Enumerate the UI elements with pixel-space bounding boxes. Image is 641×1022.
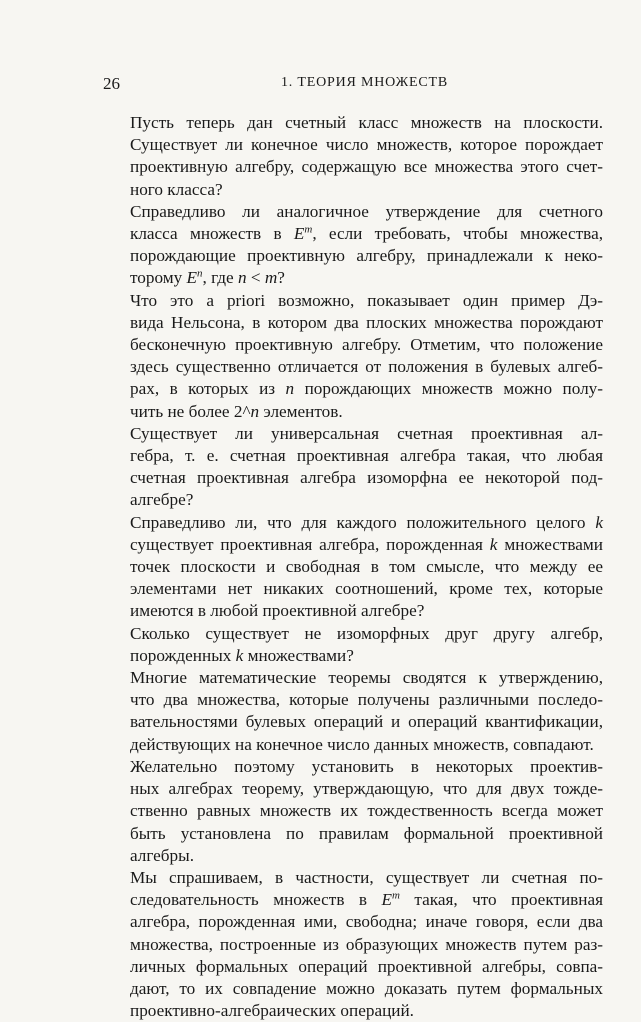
text-line: здесь существенно отличается от положения в булевых алгеб- <box>130 357 603 377</box>
text-line: имеются в любой проективной алгебре? <box>130 601 425 621</box>
text-line: дают, то их совпадение можно доказать путем формальных <box>130 978 603 998</box>
paragraph <box>103 290 603 423</box>
text-line: вательностями булевых операций и операций квантификации, <box>130 712 603 732</box>
text-line: чить не более 2^n элементов. <box>130 401 343 421</box>
text-line: класса множеств в $E^m$, если требовать, чтобы множества, <box>130 223 603 244</box>
text-line: что два множества, которые получены различными последо- <box>130 690 603 710</box>
text-line: Что это a priori возможно, показывает один пример Дэ- <box>130 290 603 310</box>
paragraph <box>103 867 603 1022</box>
text-line: быть установлена по правилам формальной проективной <box>130 823 603 843</box>
paragraph <box>103 423 603 512</box>
text-line: порождающие проективную алгебру, принадлежали к неко- <box>130 246 603 266</box>
paragraph <box>103 667 603 756</box>
text-line: алгебре? <box>130 490 194 510</box>
text-line: рах, в которых из n порождающих множеств можно полу- <box>130 379 603 399</box>
text-line: Пусть теперь дан счетный класс множеств на плоскости. <box>130 113 603 132</box>
text-line: Мы спрашиваем, в частности, существует ли счетная по- <box>130 867 603 887</box>
page-number: 26 <box>103 74 120 93</box>
text-line: алгебры. <box>130 845 194 865</box>
text-line: следовательность множеств в $E^m$ такая, что проективная <box>130 889 603 910</box>
text-line: проективно-алгебраических операций. <box>130 1001 414 1021</box>
paragraph <box>103 512 603 623</box>
text-line: существует проективная алгебра, порожденная k множествами <box>130 534 603 554</box>
text-line: ных алгебрах теорему, утверждающую, что для двух тожде- <box>130 779 603 799</box>
text-line: алгебра, порожденная ими, свободна; иначе говоря, если два <box>130 912 603 932</box>
text-line: счетная проективная алгебра изоморфна ее некоторой под- <box>130 468 603 488</box>
text-line: точек плоскости и свободная в том смысле, что между ее <box>130 557 603 577</box>
body-text <box>103 112 603 1022</box>
page-header <box>103 74 603 96</box>
text-line: проективную алгебру, содержащую все множества этого счет- <box>130 157 603 177</box>
paragraph <box>103 756 603 867</box>
text-line: множества, построенные из образующих множеств путем раз- <box>130 934 603 954</box>
text-line: Существует ли универсальная счетная проективная ал- <box>130 423 603 443</box>
text-line: ственно равных множеств их тождественность всегда может <box>130 801 603 821</box>
text-line: Многие математические теоремы сводятся к утверждению, <box>130 668 603 688</box>
text-line: личных формальных операций проективной алгебры, совпа- <box>130 956 603 976</box>
text-line: Справедливо ли аналогичное утверждение для счетного <box>130 201 603 221</box>
text-line: Сколько существует не изоморфных друг другу алгебр, <box>130 623 603 643</box>
text-line: бесконечную проективную алгебру. Отметим, что положение <box>130 335 603 355</box>
text-line: Справедливо ли, что для каждого положительного целого k <box>130 512 603 532</box>
text-line: Существует ли конечное число множеств, которое порождает <box>130 135 603 155</box>
paragraph <box>103 623 603 667</box>
running-head: 1. ТЕОРИЯ МНОЖЕСТВ <box>281 75 448 90</box>
text-line: торому $E^n$, где n < m? <box>130 267 285 288</box>
paragraph <box>103 201 603 290</box>
text-line: вида Нельсона, в котором два плоских множества порождают <box>130 312 603 332</box>
paragraph <box>103 112 603 201</box>
text-line: элементами нет никаких соотношений, кроме тех, которые <box>130 579 603 599</box>
text-line: порожденных k множествами? <box>130 645 354 665</box>
text-line: действующих на конечное число данных множеств, совпадают. <box>130 734 594 754</box>
text-line: ного класса? <box>130 179 223 199</box>
text-line: Желательно поэтому установить в некоторых проектив- <box>130 756 603 776</box>
text-line: гебра, т. е. счетная проективная алгебра такая, что любая <box>130 446 603 466</box>
